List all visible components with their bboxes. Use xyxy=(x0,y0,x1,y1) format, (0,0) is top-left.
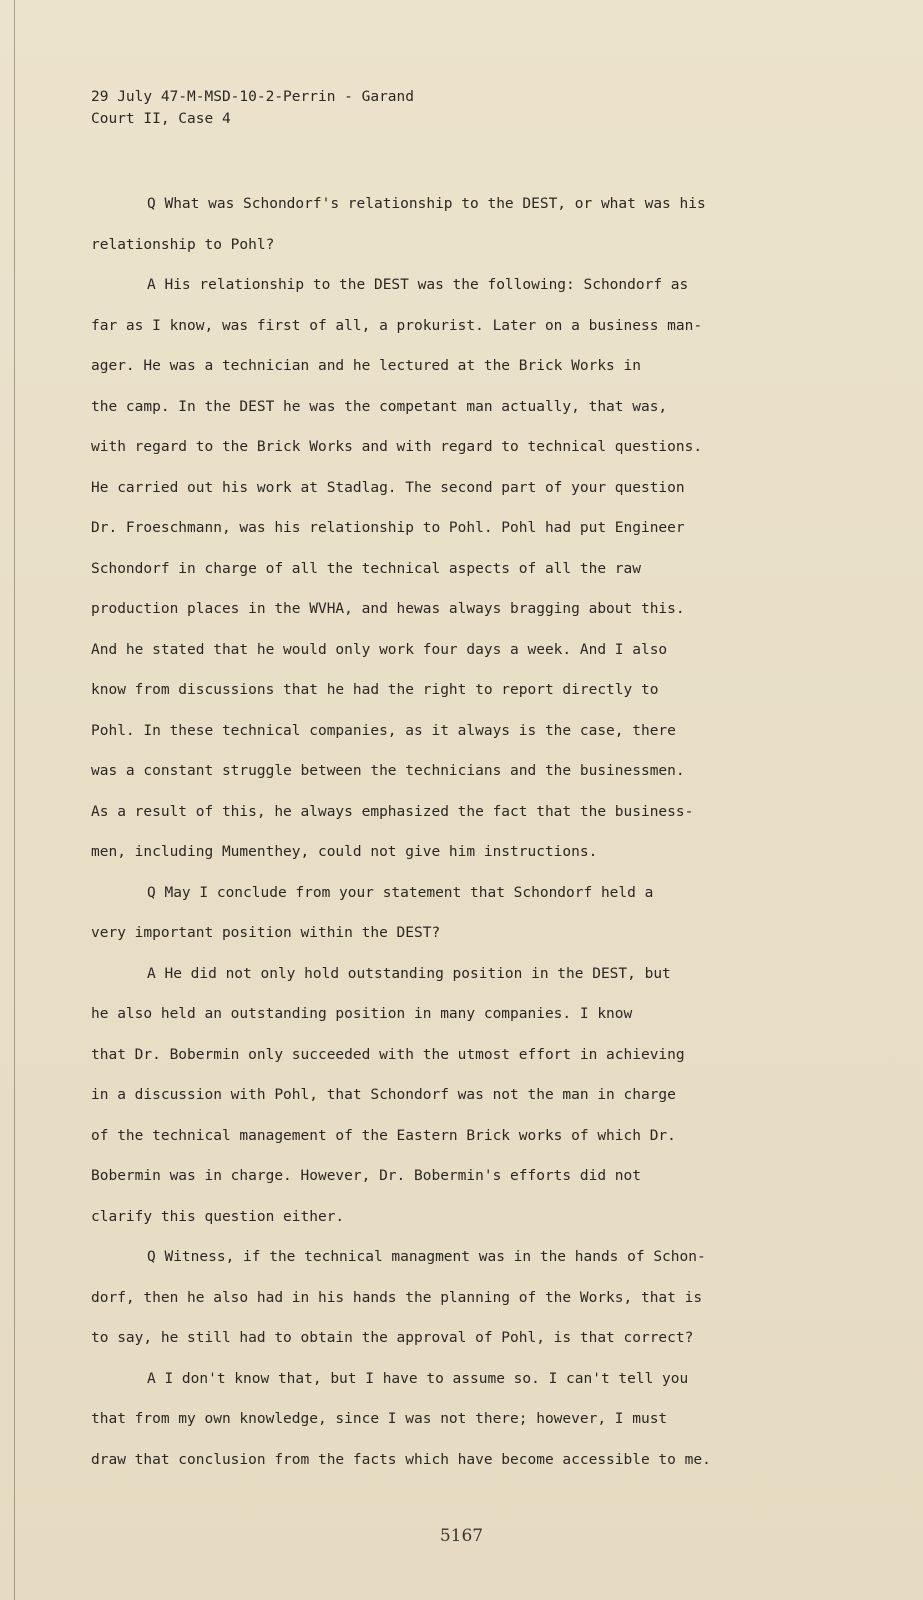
text-line: Bobermin was in charge. However, Dr. Bobermin's efforts did not xyxy=(91,1168,641,1184)
page-number: 5167 xyxy=(439,1526,484,1546)
paragraph-answer-3 xyxy=(91,1359,811,1481)
text-line: of the technical management of the Eastern Brick works of which Dr. xyxy=(91,1127,676,1144)
text-line: men, including Mumenthey, could not give him instructions. xyxy=(91,844,598,860)
text-line: know from discussions that he had the right to report directly to xyxy=(91,682,659,698)
text-line: He carried out his work at Stadlag. The second part of your question xyxy=(91,479,685,496)
header-session-line: 29 July 47-M-MSD-10-2-Perrin - Garand xyxy=(91,89,415,105)
text-line: A His relationship to the DEST was the following: Schondorf as xyxy=(147,277,689,293)
text-line: very important position within the DEST? xyxy=(91,925,441,941)
text-line: with regard to the Brick Works and with regard to technical questions. xyxy=(91,439,703,455)
text-line: clarify this question either. xyxy=(91,1208,345,1225)
text-line: relationship to Pohl? xyxy=(91,236,275,253)
text-line: A I don't know that, but I have to assume so. I can't tell you xyxy=(147,1370,689,1387)
transcript-body xyxy=(91,184,811,1480)
document-header xyxy=(91,86,414,130)
text-line: And he stated that he would only work four days a week. And I also xyxy=(91,641,668,658)
text-line: ager. He was a technician and he lectured at the Brick Works in xyxy=(91,358,641,374)
text-line: Schondorf in charge of all the technical aspects of all the raw xyxy=(91,560,641,577)
text-line: Q May I conclude from your statement that Schondorf held a xyxy=(147,884,654,901)
paragraph-question-1 xyxy=(91,184,811,265)
text-line: was a constant struggle between the technicians and the businessmen. xyxy=(91,763,685,779)
text-line: that Dr. Bobermin only succeeded with the utmost effort in achieving xyxy=(91,1046,685,1063)
text-line: As a result of this, he always emphasized the fact that the business- xyxy=(91,803,694,820)
paragraph-question-3 xyxy=(91,1237,811,1359)
text-line: A He did not only hold outstanding position in the DEST, but xyxy=(147,965,671,982)
text-line: the camp. In the DEST he was the competant man actually, that was, xyxy=(91,398,668,415)
text-line: Q What was Schondorf's relationship to the DEST, or what was his xyxy=(147,196,706,212)
text-line: far as I know, was first of all, a prokurist. Later on a business man- xyxy=(91,317,703,334)
text-line: production places in the WVHA, and hewas always bragging about this. xyxy=(91,601,685,617)
paragraph-question-2 xyxy=(91,873,811,954)
text-line: in a discussion with Pohl, that Schondorf was not the man in charge xyxy=(91,1087,676,1103)
page-binding-edge xyxy=(0,0,15,1600)
text-line: Q Witness, if the technical managment was in the hands of Schon- xyxy=(147,1249,706,1265)
paragraph-answer-1 xyxy=(91,265,811,873)
paragraph-answer-2 xyxy=(91,954,811,1238)
text-line: that from my own knowledge, since I was not there; however, I must xyxy=(91,1411,668,1427)
text-line: to say, he still had to obtain the approval of Pohl, is that correct? xyxy=(91,1330,694,1346)
header-court-line: Court II, Case 4 xyxy=(91,111,231,127)
text-line: draw that conclusion from the facts which have become accessible to me. xyxy=(91,1451,711,1468)
text-line: Pohl. In these technical companies, as it always is the case, there xyxy=(91,722,676,739)
text-line: Dr. Froeschmann, was his relationship to Pohl. Pohl had put Engineer xyxy=(91,520,685,536)
text-line: he also held an outstanding position in many companies. I know xyxy=(91,1006,633,1022)
text-line: dorf, then he also had in his hands the planning of the Works, that is xyxy=(91,1289,703,1306)
